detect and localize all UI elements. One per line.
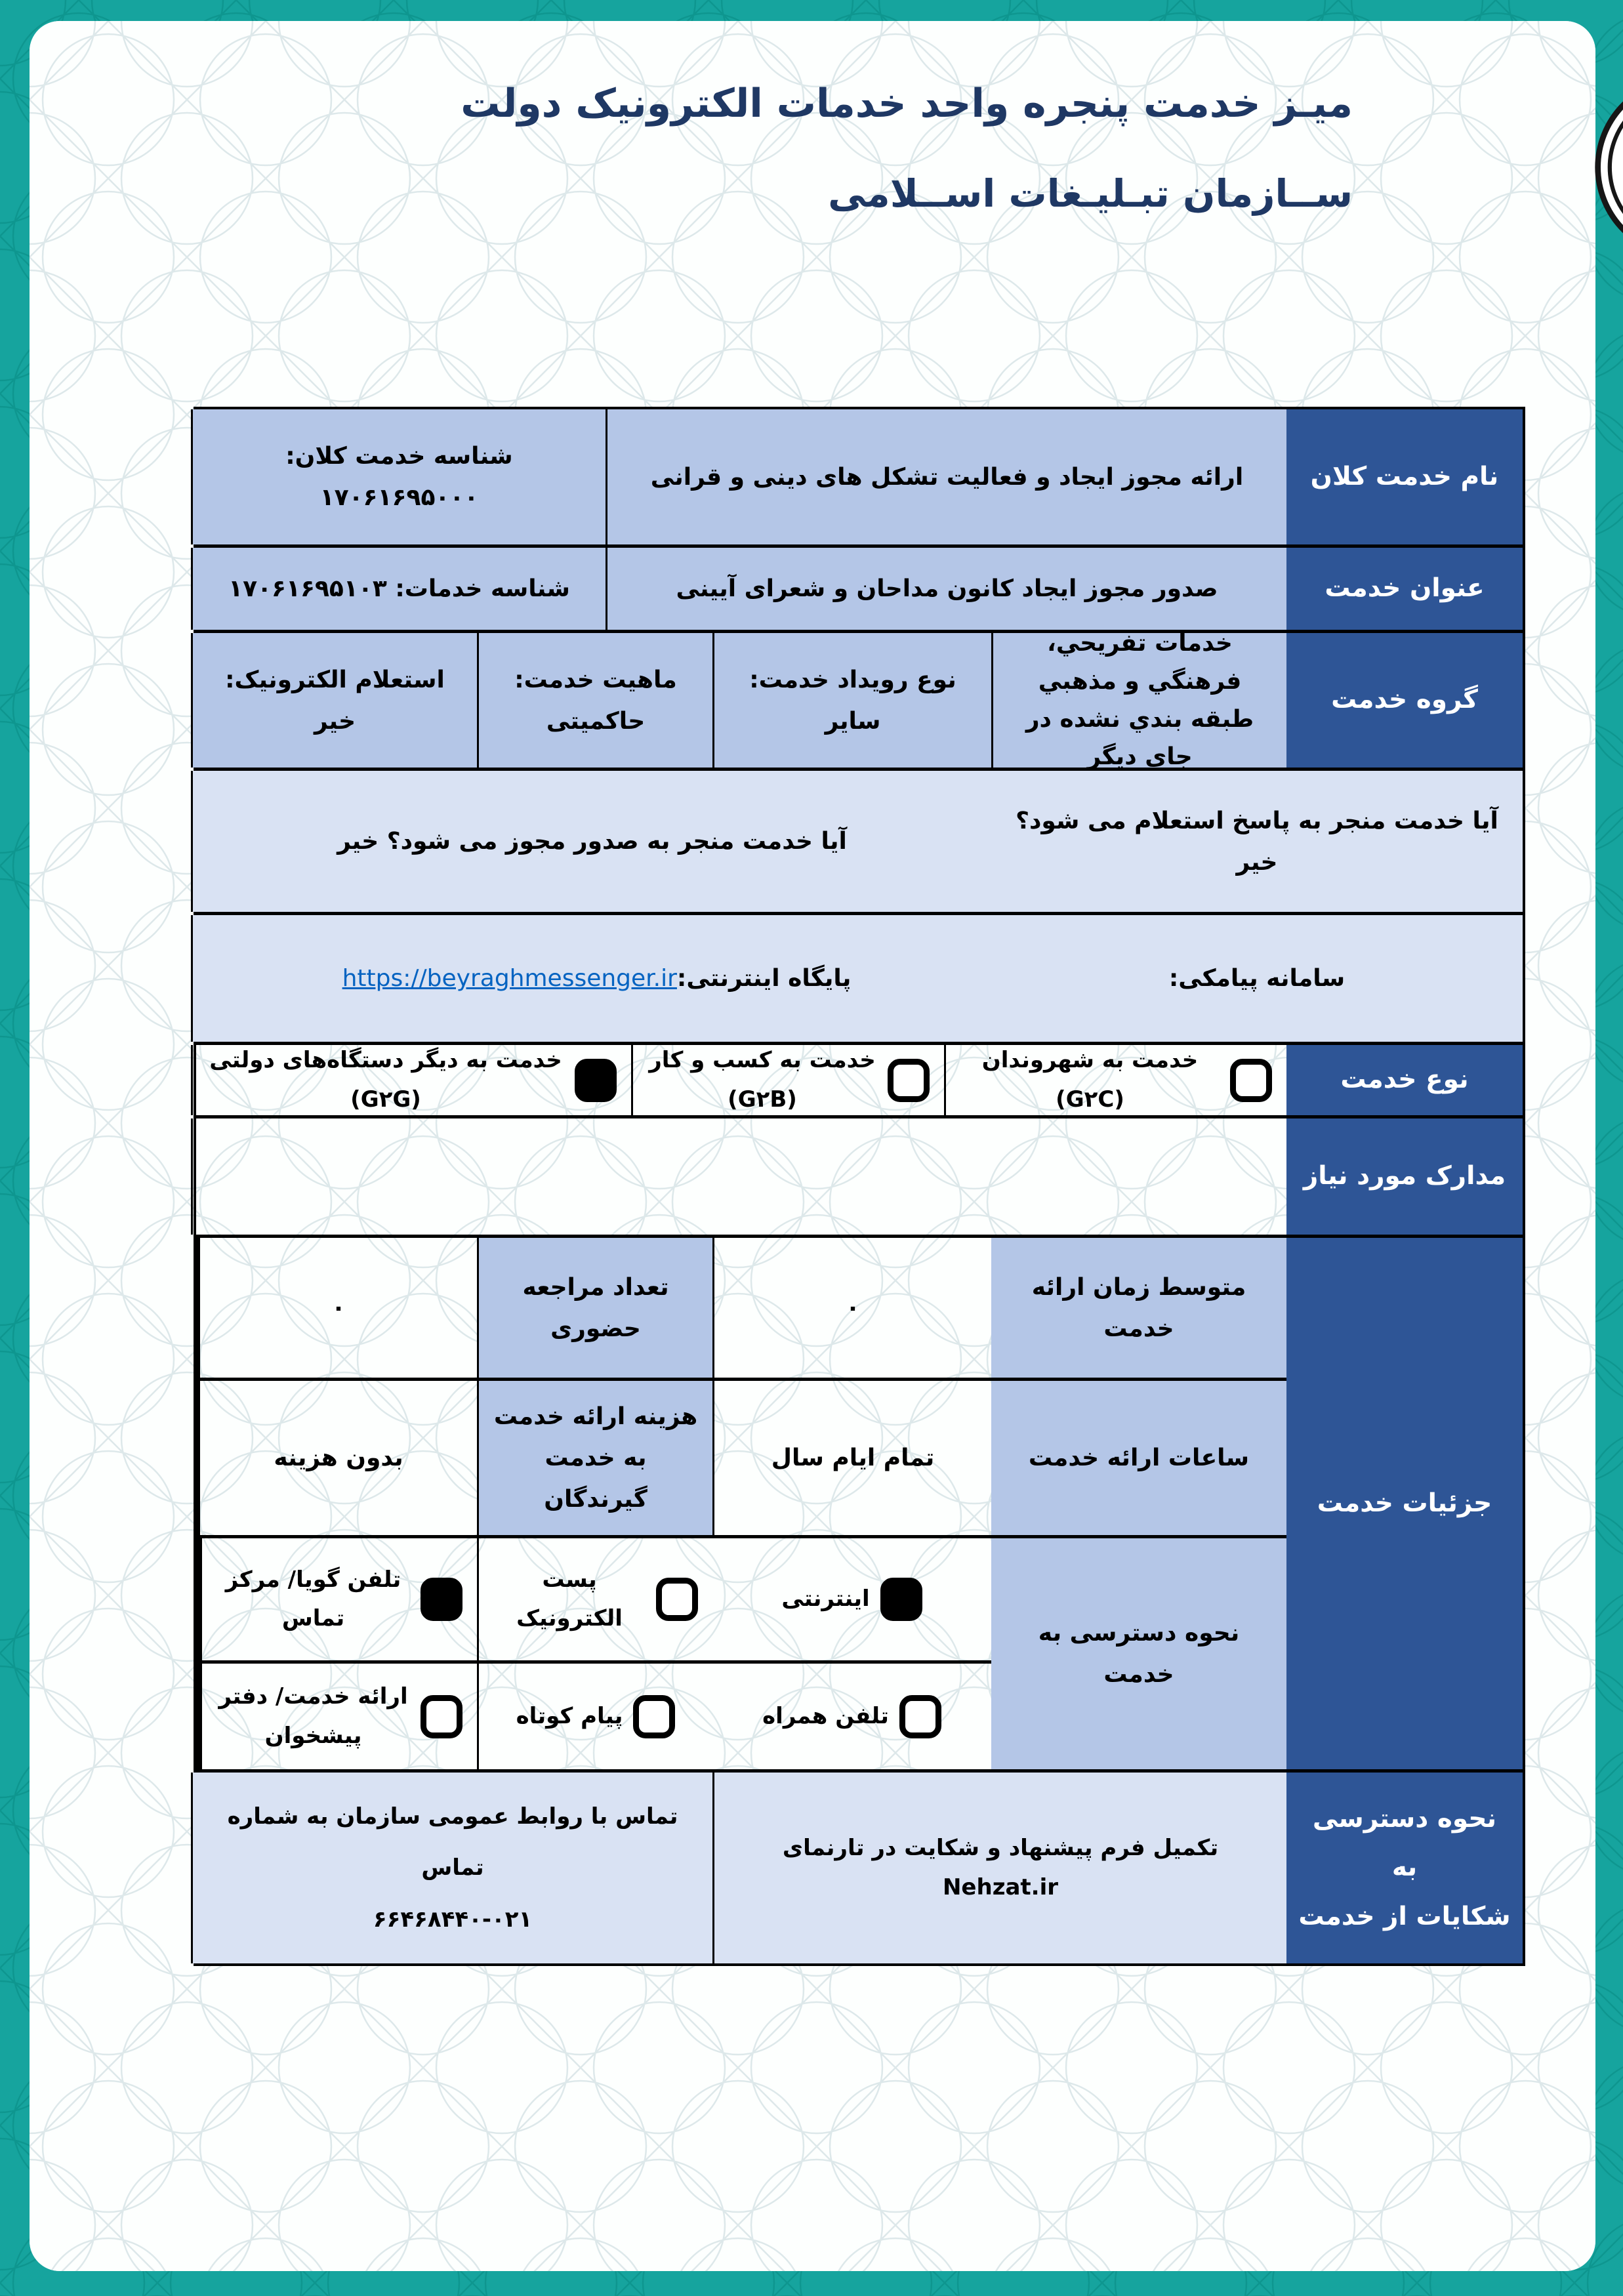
sms-checkbox[interactable]: [633, 1695, 675, 1738]
row-channels: [196, 912, 1523, 1042]
access-method-label: نحوه دسترسی به خدمت: [991, 1538, 1286, 1769]
row-service-details: [196, 1235, 1523, 1769]
service-type-option-g2c: [944, 1045, 1286, 1115]
counter-label: ارائه خدمت/ دفتر پیشخوان: [218, 1683, 408, 1749]
avg-time-label: متوسط زمان ارائه خدمت: [991, 1238, 1286, 1378]
g2g-checkbox[interactable]: [575, 1059, 617, 1102]
electronic-inquiry-label: استعلام الکترونیک:: [225, 666, 445, 693]
access-option-email: [477, 1538, 712, 1660]
ivr-checkbox[interactable]: [421, 1578, 462, 1621]
event-type-value: سایر: [825, 707, 881, 735]
details-row-hours-cost: [198, 1378, 1286, 1535]
service-nature-label: ماهیت خدمت:: [514, 666, 677, 693]
electronic-inquiry-value: خیر: [314, 707, 356, 735]
electronic-inquiry-cell: [191, 633, 477, 768]
service-nature-cell: [477, 633, 712, 768]
email-label: پست الکترونیک: [516, 1566, 623, 1631]
macro-service-name-value: ارائه مجوز ایجاد و فعالیت تشکل های دینی و قرانی: [606, 409, 1286, 544]
row-header-service-type: نوع خدمت: [1286, 1045, 1523, 1115]
row-complaints: [196, 1769, 1523, 1963]
complaints-header-line2: شکایات از خدمت: [1298, 1901, 1511, 1931]
row-service-title: [196, 544, 1523, 630]
email-checkbox[interactable]: [656, 1578, 698, 1621]
service-hours-label: ساعات ارائه خدمت: [991, 1381, 1286, 1535]
row-header-required-documents: مدارک مورد نیاز: [1286, 1118, 1523, 1235]
access-options-grid: [198, 1538, 991, 1769]
row-questions: [196, 768, 1523, 912]
ivr-label: تلفن گویا/ مرکز تماس: [225, 1566, 401, 1631]
service-id: شناسه خدمات: ۱۷۰۶۱۶۹۵۱۰۳: [191, 548, 606, 630]
access-options-row2: [200, 1660, 991, 1769]
event-type-label: نوع رویداد خدمت:: [749, 666, 956, 693]
access-option-mobile: [712, 1664, 991, 1769]
mobile-label: تلفن همراه: [762, 1702, 889, 1729]
internet-label: اینترنتی: [781, 1586, 870, 1612]
g2g-label: خدمت به دیگر دستگاه‌های دولتی (G۲G): [209, 1047, 562, 1113]
access-options-row1: [200, 1538, 991, 1660]
service-title-value: صدور مجوز ایجاد کانون مداحان و شعرای آیینی: [606, 548, 1286, 630]
event-type-cell: [712, 633, 991, 768]
internet-checkbox[interactable]: [880, 1578, 922, 1621]
details-row-time: [198, 1238, 1286, 1378]
service-nature-value: حاکمیتی: [546, 707, 646, 735]
access-option-counter: [200, 1664, 477, 1769]
g2b-label: خدمت به کسب و کار (G۲B): [649, 1047, 876, 1113]
row-header-service-group: گروه خدمت: [1286, 633, 1523, 768]
in-person-visits-label: تعداد مراجعه حضوری: [477, 1238, 712, 1378]
in-person-visits-value: ۰: [198, 1238, 477, 1378]
service-group-value: خدمات تفريحي، فرهنگي و مذهبي طبقه بندي نشده در جاي ديگر: [991, 633, 1286, 768]
service-cost-label: هزینه ارائه خدمت به خدمت گیرندگان: [477, 1381, 712, 1535]
g2c-checkbox[interactable]: [1230, 1059, 1272, 1102]
complaints-phone-number: ۶۶۴۶۸۴۴۰-۰۲۱: [373, 1906, 533, 1933]
row-service-type: [196, 1042, 1523, 1115]
row-header-macro-service-name: نام خدمت کلان: [1286, 409, 1523, 544]
mobile-checkbox[interactable]: [899, 1695, 941, 1738]
g2b-checkbox[interactable]: [888, 1059, 930, 1102]
row-required-documents: [196, 1115, 1523, 1235]
sms-label: پیام کوتاه: [516, 1702, 623, 1729]
organization-logo: [1592, 72, 1623, 262]
service-hours-value: تمام ایام سال: [712, 1381, 991, 1535]
row-header-complaints: [1286, 1773, 1523, 1963]
access-option-sms: [477, 1664, 712, 1769]
row-header-service-title: عنوان خدمت: [1286, 548, 1523, 630]
complaints-header-line1: نحوه دسترسی به: [1312, 1804, 1497, 1883]
website-label: پایگاه اینترنتی:: [676, 965, 852, 992]
row-service-macro-name: [196, 409, 1523, 544]
access-option-internet: [712, 1538, 991, 1660]
service-details-grid: [196, 1238, 1286, 1769]
complaints-phone-method: [191, 1773, 712, 1963]
service-info-table: [194, 407, 1525, 1966]
leads-to-inquiry-question: آیا خدمت منجر به پاسخ استعلام می شود؟ خیر: [991, 771, 1523, 912]
macro-service-id: شناسه خدمت کلان: ۱۷۰۶۱۶۹۵۰۰۰: [191, 409, 606, 544]
details-row-access: [198, 1535, 1286, 1769]
service-type-option-g2b: [631, 1045, 944, 1115]
complaints-web-method: تکمیل فرم پیشنهاد و شکایت در تارنمای Nehzat.ir: [712, 1773, 1286, 1963]
row-header-service-details: جزئیات خدمت: [1286, 1238, 1523, 1769]
complaints-phone-line1: تماس با روابط عمومی سازمان به شماره تماس: [227, 1803, 678, 1881]
leads-to-license-question: آیا خدمت منجر به صدور مجوز می شود؟ خیر: [191, 771, 991, 912]
page-title: میـز خدمت پنجره واحد خدمات الکترونیک دولت: [461, 81, 1353, 127]
organization-title: ســازمان تبـلیـغات اســلامی: [828, 171, 1353, 216]
row-service-group: [196, 630, 1523, 771]
counter-checkbox[interactable]: [421, 1695, 462, 1738]
access-option-ivr: [200, 1538, 477, 1660]
website-link[interactable]: https://beyraghmessenger.ir: [342, 965, 677, 992]
avg-time-value: ۰: [712, 1238, 991, 1378]
website-cell: [191, 915, 991, 1042]
service-cost-value: بدون هزینه: [198, 1381, 477, 1535]
service-type-option-g2g: [191, 1045, 631, 1115]
sms-system-label: سامانه پیامکی:: [991, 915, 1523, 1042]
required-documents-value: [191, 1118, 1286, 1235]
g2c-label: خدمت به شهروندان (G۲C): [981, 1047, 1199, 1113]
document-header: [461, 81, 1353, 216]
islamic-propagation-organization-emblem-icon: [1592, 72, 1623, 262]
